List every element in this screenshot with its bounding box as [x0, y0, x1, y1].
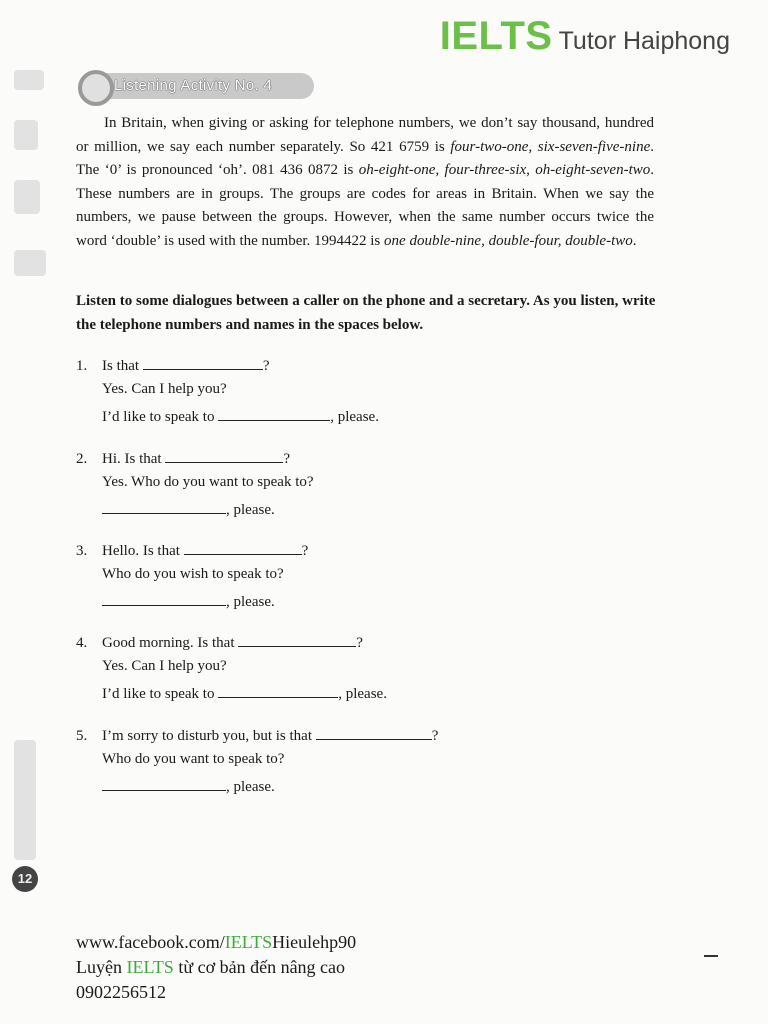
question-mark: ? — [356, 635, 363, 651]
dialogue-question: I’m sorry to disturb you, but is that — [102, 728, 312, 744]
page-dash-mark — [704, 955, 718, 957]
phone-number-blank[interactable] — [316, 725, 432, 740]
intro-example-2: oh-eight-one, four-three-six, oh-eight-seven-two — [358, 162, 651, 178]
dialogue-3-line-3 — [102, 591, 275, 611]
please-text: , please. — [226, 502, 275, 518]
question-mark: ? — [283, 451, 290, 467]
dialogue-question: Hello. Is that — [102, 543, 180, 559]
tab-ring-icon — [78, 70, 114, 106]
dialogue-question: Good morning. Is that — [102, 635, 235, 651]
intro-text-3: . These numbers are in groups. The groups are codes for areas in Britain. When we say the numbers, we pause between the groups. However, when the same number occurs twice the word ‘double’ is used with the number. 1994422 is — [76, 162, 654, 249]
tagline-b: từ cơ bản đến nâng cao — [173, 957, 346, 977]
please-text: , please. — [226, 779, 275, 795]
intro-text-1: In Britain, when giving or asking for telephone numbers, we don’t say thousand, hundred or million, we say each number separately. So 421 6759 is — [76, 115, 654, 155]
dialogue-question: Hi. Is that — [102, 451, 162, 467]
dialogue-number: 2. — [76, 451, 88, 467]
dialogue-number: 3. — [76, 543, 88, 559]
name-blank[interactable] — [218, 683, 338, 698]
footer-phone: 0902256512 — [76, 982, 166, 1002]
intro-paragraph — [76, 112, 654, 253]
intro-example-1: four-two-one, six-seven-five-nine — [450, 138, 651, 155]
name-blank[interactable] — [218, 406, 330, 421]
intro-text-4: . — [632, 232, 637, 249]
margin-scan-marks — [8, 60, 54, 960]
dialogue-3-line-2: Who do you wish to speak to? — [102, 566, 284, 582]
activity-title-tab — [92, 73, 314, 99]
dialogue-5-line-3 — [102, 776, 275, 796]
name-blank[interactable] — [102, 499, 226, 514]
brand-header — [440, 14, 730, 59]
page-number-badge: 12 — [12, 866, 38, 892]
dialogue-3-line-1 — [76, 540, 308, 560]
brand-tutor: Tutor Haiphong — [558, 27, 730, 55]
dialogue-5-line-2: Who do you want to speak to? — [102, 751, 285, 767]
dialogue-number: 1. — [76, 358, 88, 374]
phone-number-blank[interactable] — [238, 632, 356, 647]
fb-suffix: Hieulehp90 — [272, 932, 357, 952]
intro-example-3: one double-nine, double-four, double-two — [384, 232, 633, 249]
intro-text-2: . The ‘0’ is pronounced ‘oh’. 081 436 0872 is — [76, 138, 654, 178]
tagline-a: Luyện — [76, 957, 127, 977]
dialogue-2-line-2: Yes. Who do you want to speak to? — [102, 474, 314, 490]
phone-number-blank[interactable] — [143, 355, 263, 370]
phone-number-blank[interactable] — [165, 448, 283, 463]
facebook-link[interactable] — [76, 930, 356, 955]
dialogue-4-line-1 — [76, 632, 363, 652]
dialogue-4-line-2: Yes. Can I help you? — [102, 658, 227, 674]
dialogue-5-line-1 — [76, 725, 438, 745]
speak-to-text: I’d like to speak to — [102, 409, 215, 425]
dialogue-number: 4. — [76, 635, 88, 651]
dialogue-2-line-1 — [76, 448, 290, 468]
footer — [76, 930, 356, 1005]
question-mark: ? — [431, 728, 439, 744]
footer-tagline — [76, 955, 356, 980]
dialogue-1-line-1 — [76, 355, 270, 375]
speak-to-text: I’d like to speak to — [102, 686, 215, 702]
please-text: , please. — [338, 686, 387, 702]
instruction-text: Listen to some dialogues between a caller on the phone and a secretary. As you listen, write the telephone numbers and names in the spaces below. — [76, 293, 656, 333]
brand-ielts: IELTS — [439, 14, 553, 58]
dialogue-2-line-3 — [102, 499, 275, 519]
activity-title: Listening Activity No. 4 — [114, 77, 273, 94]
tagline-ielts: IELTS — [126, 957, 174, 977]
question-mark: ? — [262, 358, 270, 374]
dialogue-4-line-3 — [102, 683, 387, 703]
dialogue-question: Is that — [102, 358, 140, 374]
dialogue-1-line-3 — [102, 406, 379, 426]
name-blank[interactable] — [102, 591, 226, 606]
fb-prefix: www.facebook.com/ — [76, 932, 225, 952]
phone-number-blank[interactable] — [184, 540, 302, 555]
fb-ielts: IELTS — [224, 932, 273, 952]
dialogue-1-line-2: Yes. Can I help you? — [102, 381, 227, 397]
question-mark: ? — [301, 543, 309, 559]
please-text: , please. — [330, 409, 379, 425]
please-text: , please. — [226, 594, 275, 610]
name-blank[interactable] — [102, 776, 226, 791]
dialogue-number: 5. — [76, 728, 88, 744]
